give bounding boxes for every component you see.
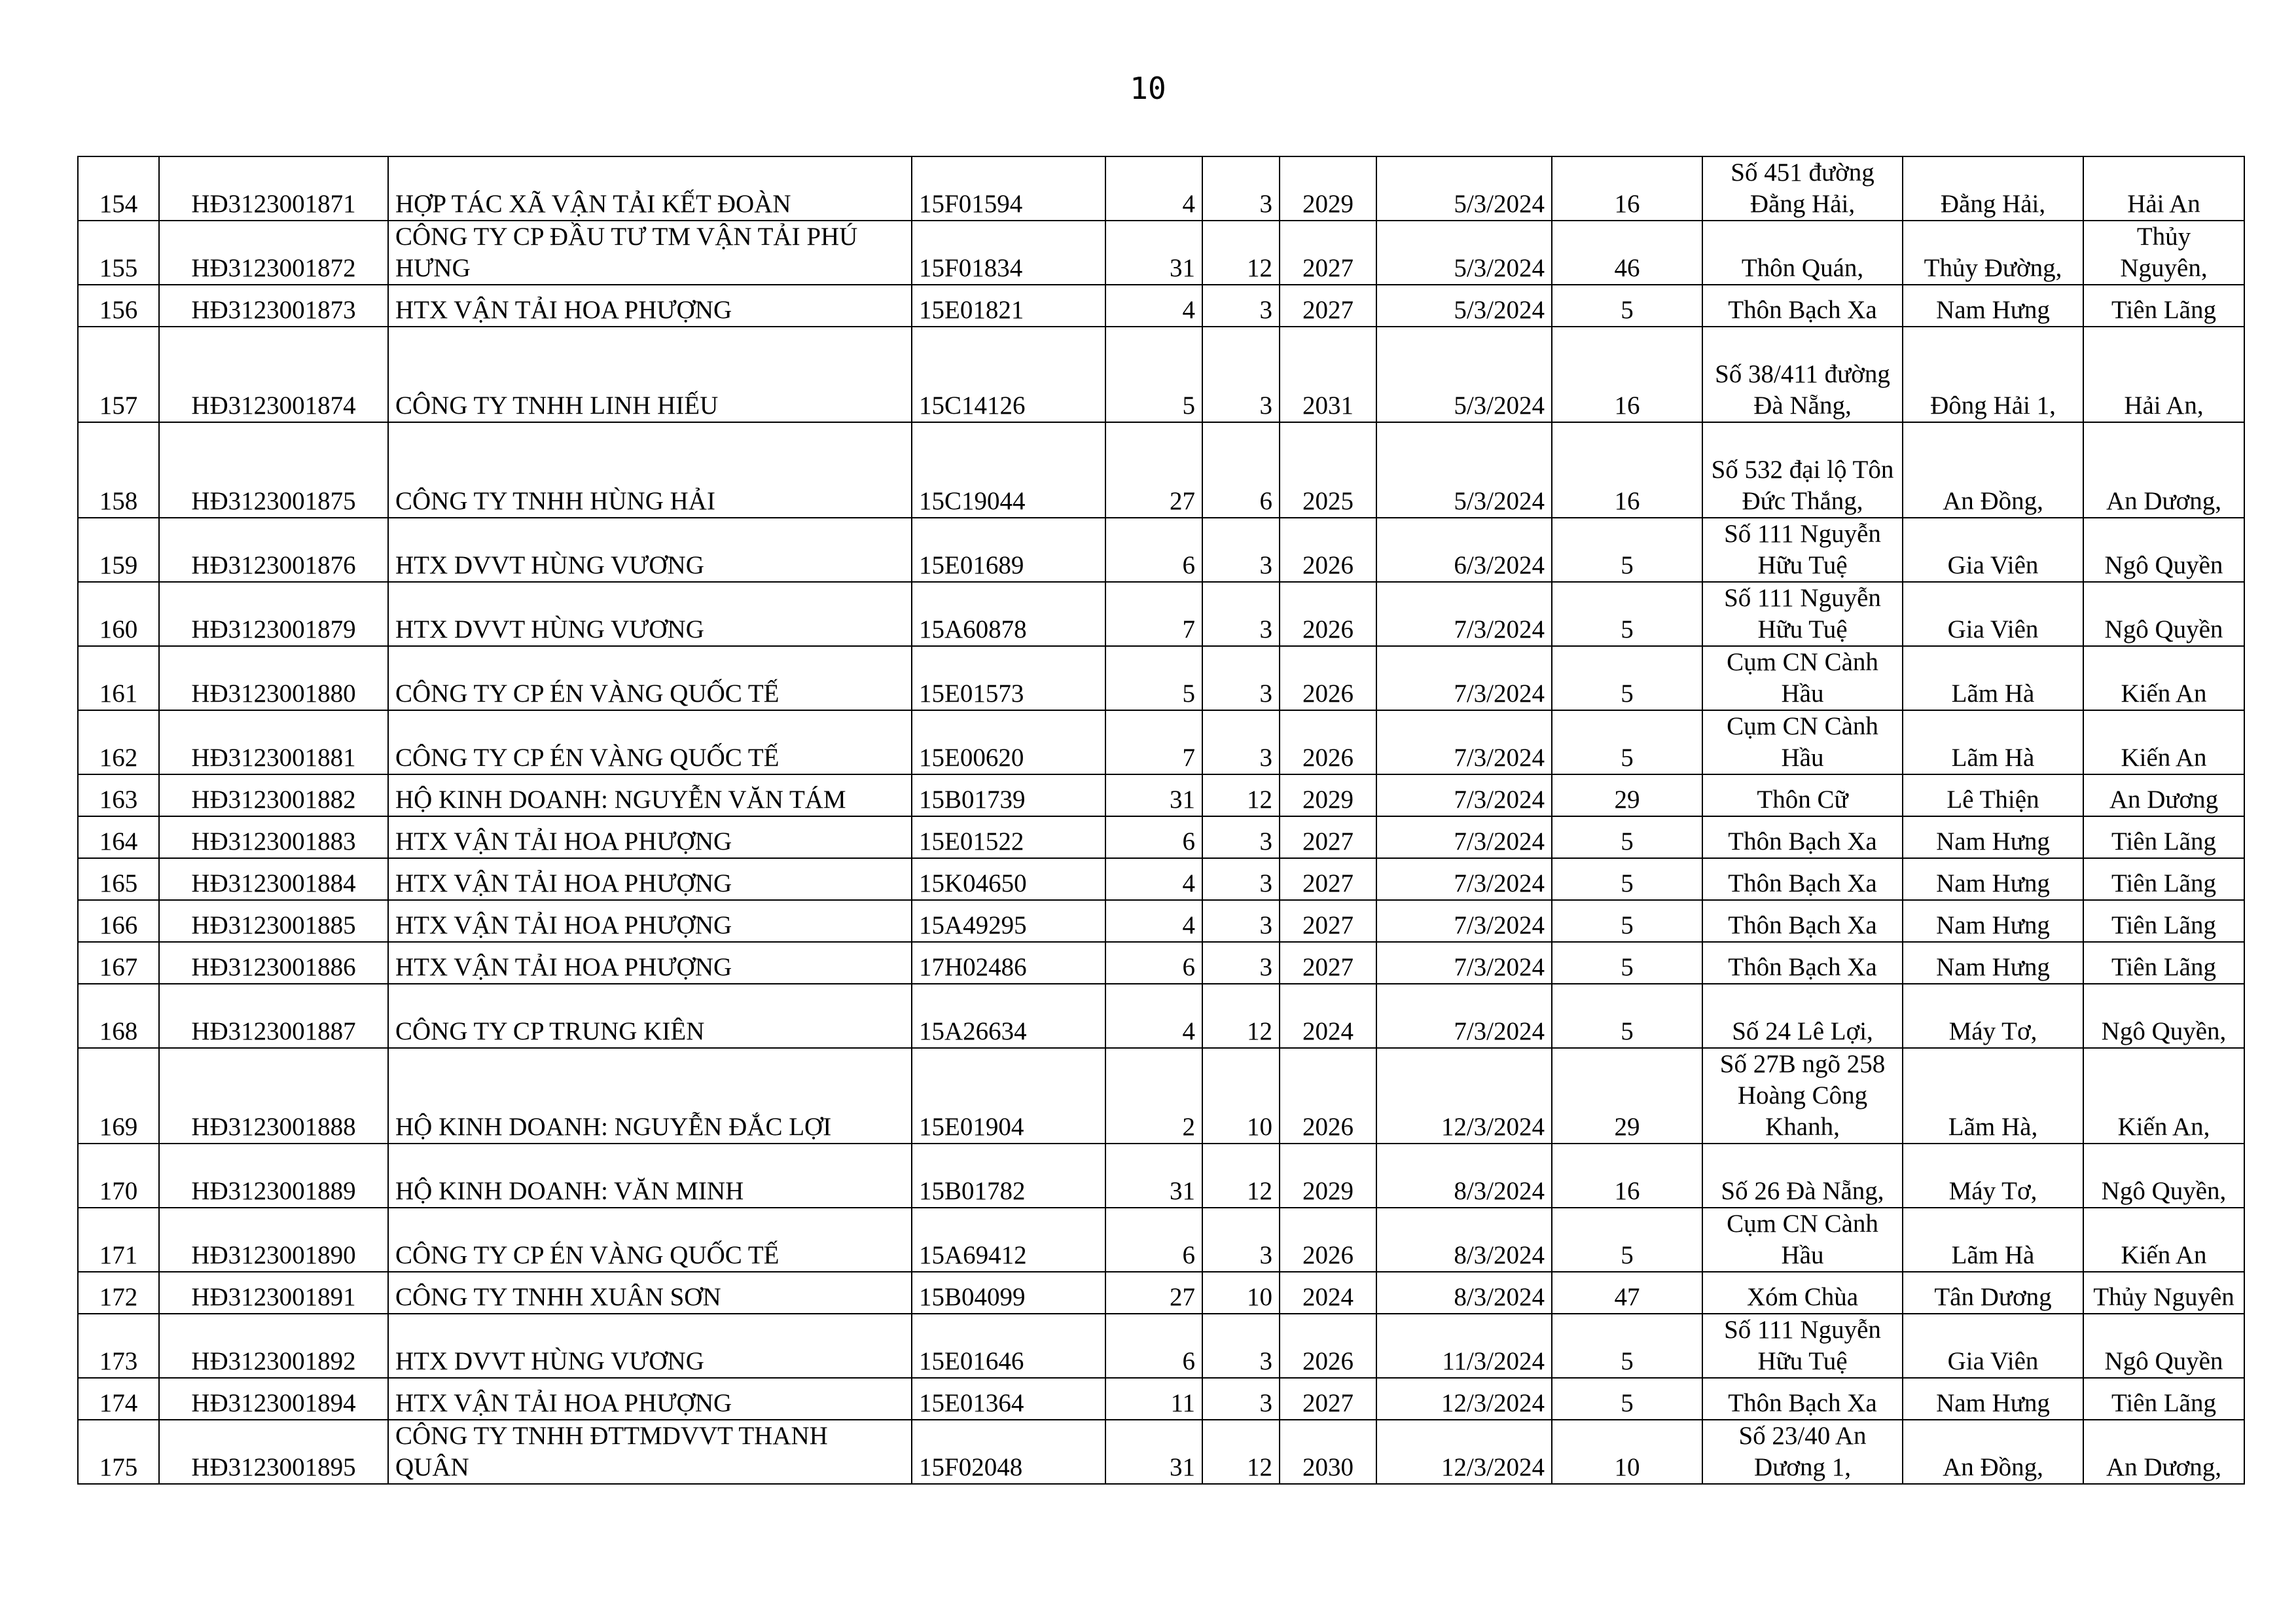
row-number-cell: 168 xyxy=(78,984,159,1048)
issue-month-cell: 3 xyxy=(1202,646,1280,710)
row-number-cell: 174 xyxy=(78,1378,159,1420)
expiry-year-cell: 2027 xyxy=(1280,816,1376,858)
contract-code-cell: HĐ3123001895 xyxy=(159,1420,388,1484)
license-plate-cell: 15C19044 xyxy=(912,422,1105,518)
issue-month-cell: 3 xyxy=(1202,710,1280,774)
expiry-year-cell: 2026 xyxy=(1280,710,1376,774)
table-row xyxy=(78,1144,2244,1208)
district-cell: Ngô Quyền, xyxy=(2083,984,2244,1048)
row-number-cell: 163 xyxy=(78,774,159,816)
row-number-cell: 175 xyxy=(78,1420,159,1484)
street-address-cell: Số 23/40 An Dương 1, xyxy=(1702,1420,1903,1484)
seat-count-cell: 46 xyxy=(1552,221,1702,285)
table-row xyxy=(78,1314,2244,1378)
contract-code-cell: HĐ3123001892 xyxy=(159,1314,388,1378)
row-number-cell: 166 xyxy=(78,900,159,942)
issue-date-cell: 8/3/2024 xyxy=(1376,1144,1552,1208)
company-name-cell: HỘ KINH DOANH: NGUYỄN ĐẮC LỢI xyxy=(388,1048,912,1144)
street-address-cell: Cụm CN Cành Hầu xyxy=(1702,646,1903,710)
issue-day-cell: 6 xyxy=(1105,518,1202,582)
expiry-year-cell: 2026 xyxy=(1280,582,1376,646)
license-plate-cell: 15A26634 xyxy=(912,984,1105,1048)
district-cell: Tiên Lãng xyxy=(2083,816,2244,858)
street-address-cell: Số 532 đại lộ Tôn Đức Thắng, xyxy=(1702,422,1903,518)
ward-cell: Nam Hưng xyxy=(1903,1378,2083,1420)
issue-month-cell: 3 xyxy=(1202,1378,1280,1420)
expiry-year-cell: 2026 xyxy=(1280,1208,1376,1272)
street-address-cell: Số 451 đường Đằng Hải, xyxy=(1702,156,1903,221)
seat-count-cell: 29 xyxy=(1552,774,1702,816)
table-row xyxy=(78,582,2244,646)
issue-day-cell: 6 xyxy=(1105,816,1202,858)
ward-cell: Gia Viên xyxy=(1903,1314,2083,1378)
issue-day-cell: 4 xyxy=(1105,900,1202,942)
issue-month-cell: 3 xyxy=(1202,327,1280,422)
contract-code-cell: HĐ3123001883 xyxy=(159,816,388,858)
issue-date-cell: 8/3/2024 xyxy=(1376,1272,1552,1314)
row-number-cell: 158 xyxy=(78,422,159,518)
district-cell: An Dương, xyxy=(2083,1420,2244,1484)
district-cell: Thủy Nguyên xyxy=(2083,1272,2244,1314)
ward-cell: Máy Tơ, xyxy=(1903,984,2083,1048)
table-row xyxy=(78,1048,2244,1144)
row-number-cell: 159 xyxy=(78,518,159,582)
contract-code-cell: HĐ3123001874 xyxy=(159,327,388,422)
issue-day-cell: 31 xyxy=(1105,221,1202,285)
expiry-year-cell: 2027 xyxy=(1280,858,1376,900)
issue-date-cell: 12/3/2024 xyxy=(1376,1420,1552,1484)
contract-code-cell: HĐ3123001879 xyxy=(159,582,388,646)
row-number-cell: 155 xyxy=(78,221,159,285)
district-cell: Hải An, xyxy=(2083,327,2244,422)
issue-month-cell: 3 xyxy=(1202,942,1280,984)
row-number-cell: 173 xyxy=(78,1314,159,1378)
ward-cell: Nam Hưng xyxy=(1903,858,2083,900)
expiry-year-cell: 2027 xyxy=(1280,1378,1376,1420)
row-number-cell: 169 xyxy=(78,1048,159,1144)
district-cell: Tiên Lãng xyxy=(2083,285,2244,327)
issue-month-cell: 3 xyxy=(1202,285,1280,327)
expiry-year-cell: 2029 xyxy=(1280,156,1376,221)
issue-month-cell: 3 xyxy=(1202,1314,1280,1378)
issue-day-cell: 6 xyxy=(1105,1314,1202,1378)
table-row xyxy=(78,156,2244,221)
issue-day-cell: 2 xyxy=(1105,1048,1202,1144)
company-name-cell: HỘ KINH DOANH: VĂN MINH xyxy=(388,1144,912,1208)
seat-count-cell: 10 xyxy=(1552,1420,1702,1484)
contract-code-cell: HĐ3123001887 xyxy=(159,984,388,1048)
table-row xyxy=(78,518,2244,582)
street-address-cell: Thôn Bạch Xa xyxy=(1702,900,1903,942)
issue-date-cell: 8/3/2024 xyxy=(1376,1208,1552,1272)
license-plate-cell: 15B01782 xyxy=(912,1144,1105,1208)
issue-day-cell: 5 xyxy=(1105,646,1202,710)
district-cell: Tiên Lãng xyxy=(2083,858,2244,900)
company-name-cell: CÔNG TY TNHH HÙNG HẢI xyxy=(388,422,912,518)
company-name-cell: HTX VẬN TẢI HOA PHƯỢNG xyxy=(388,942,912,984)
expiry-year-cell: 2027 xyxy=(1280,942,1376,984)
seat-count-cell: 5 xyxy=(1552,1208,1702,1272)
expiry-year-cell: 2024 xyxy=(1280,984,1376,1048)
expiry-year-cell: 2031 xyxy=(1280,327,1376,422)
issue-date-cell: 7/3/2024 xyxy=(1376,858,1552,900)
company-name-cell: HTX VẬN TẢI HOA PHƯỢNG xyxy=(388,1378,912,1420)
company-name-cell: HỢP TÁC XÃ VẬN TẢI KẾT ĐOÀN xyxy=(388,156,912,221)
table-row xyxy=(78,1272,2244,1314)
contract-code-cell: HĐ3123001881 xyxy=(159,710,388,774)
ward-cell: Nam Hưng xyxy=(1903,816,2083,858)
district-cell: Kiến An xyxy=(2083,646,2244,710)
license-plate-cell: 15C14126 xyxy=(912,327,1105,422)
contract-code-cell: HĐ3123001873 xyxy=(159,285,388,327)
expiry-year-cell: 2027 xyxy=(1280,285,1376,327)
district-cell: Tiên Lãng xyxy=(2083,1378,2244,1420)
issue-date-cell: 7/3/2024 xyxy=(1376,774,1552,816)
issue-month-cell: 3 xyxy=(1202,1208,1280,1272)
expiry-year-cell: 2030 xyxy=(1280,1420,1376,1484)
expiry-year-cell: 2029 xyxy=(1280,1144,1376,1208)
ward-cell: Lê Thiện xyxy=(1903,774,2083,816)
ward-cell: Tân Dương xyxy=(1903,1272,2083,1314)
issue-date-cell: 7/3/2024 xyxy=(1376,984,1552,1048)
street-address-cell: Thôn Cữ xyxy=(1702,774,1903,816)
ward-cell: Đông Hải 1, xyxy=(1903,327,2083,422)
ward-cell: Thủy Đường, xyxy=(1903,221,2083,285)
contract-code-cell: HĐ3123001885 xyxy=(159,900,388,942)
row-number-cell: 164 xyxy=(78,816,159,858)
table-row xyxy=(78,984,2244,1048)
street-address-cell: Số 24 Lê Lợi, xyxy=(1702,984,1903,1048)
seat-count-cell: 16 xyxy=(1552,327,1702,422)
registration-table xyxy=(77,156,2245,1485)
contract-code-cell: HĐ3123001875 xyxy=(159,422,388,518)
issue-date-cell: 7/3/2024 xyxy=(1376,710,1552,774)
street-address-cell: Cụm CN Cành Hầu xyxy=(1702,1208,1903,1272)
company-name-cell: HTX VẬN TẢI HOA PHƯỢNG xyxy=(388,900,912,942)
license-plate-cell: 15E01646 xyxy=(912,1314,1105,1378)
license-plate-cell: 15A69412 xyxy=(912,1208,1105,1272)
issue-date-cell: 12/3/2024 xyxy=(1376,1048,1552,1144)
contract-code-cell: HĐ3123001894 xyxy=(159,1378,388,1420)
street-address-cell: Thôn Bạch Xa xyxy=(1702,1378,1903,1420)
table-row xyxy=(78,646,2244,710)
issue-date-cell: 12/3/2024 xyxy=(1376,1378,1552,1420)
district-cell: Ngô Quyền, xyxy=(2083,1144,2244,1208)
expiry-year-cell: 2029 xyxy=(1280,774,1376,816)
seat-count-cell: 5 xyxy=(1552,1314,1702,1378)
seat-count-cell: 5 xyxy=(1552,518,1702,582)
row-number-cell: 171 xyxy=(78,1208,159,1272)
district-cell: Thủy Nguyên, xyxy=(2083,221,2244,285)
contract-code-cell: HĐ3123001876 xyxy=(159,518,388,582)
issue-day-cell: 31 xyxy=(1105,1420,1202,1484)
seat-count-cell: 5 xyxy=(1552,984,1702,1048)
street-address-cell: Thôn Bạch Xa xyxy=(1702,816,1903,858)
expiry-year-cell: 2026 xyxy=(1280,1048,1376,1144)
issue-month-cell: 12 xyxy=(1202,221,1280,285)
issue-day-cell: 31 xyxy=(1105,774,1202,816)
issue-month-cell: 10 xyxy=(1202,1272,1280,1314)
table-row xyxy=(78,285,2244,327)
issue-date-cell: 7/3/2024 xyxy=(1376,816,1552,858)
issue-month-cell: 3 xyxy=(1202,156,1280,221)
company-name-cell: CÔNG TY CP TRUNG KIÊN xyxy=(388,984,912,1048)
ward-cell: Lãm Hà xyxy=(1903,646,2083,710)
issue-month-cell: 6 xyxy=(1202,422,1280,518)
license-plate-cell: 15E01364 xyxy=(912,1378,1105,1420)
street-address-cell: Thôn Bạch Xa xyxy=(1702,858,1903,900)
ward-cell: Nam Hưng xyxy=(1903,285,2083,327)
license-plate-cell: 15E01689 xyxy=(912,518,1105,582)
license-plate-cell: 15E01573 xyxy=(912,646,1105,710)
table-row xyxy=(78,1378,2244,1420)
seat-count-cell: 5 xyxy=(1552,816,1702,858)
issue-day-cell: 4 xyxy=(1105,285,1202,327)
row-number-cell: 167 xyxy=(78,942,159,984)
license-plate-cell: 15A60878 xyxy=(912,582,1105,646)
street-address-cell: Số 27B ngõ 258 Hoàng Công Khanh, xyxy=(1702,1048,1903,1144)
seat-count-cell: 5 xyxy=(1552,285,1702,327)
table-row xyxy=(78,221,2244,285)
street-address-cell: Số 26 Đà Nẵng, xyxy=(1702,1144,1903,1208)
table-row xyxy=(78,422,2244,518)
issue-month-cell: 12 xyxy=(1202,1420,1280,1484)
seat-count-cell: 16 xyxy=(1552,1144,1702,1208)
company-name-cell: CÔNG TY CP ĐẦU TƯ TM VẬN TẢI PHÚ HƯNG xyxy=(388,221,912,285)
company-name-cell: HTX DVVT HÙNG VƯƠNG xyxy=(388,518,912,582)
contract-code-cell: HĐ3123001880 xyxy=(159,646,388,710)
issue-month-cell: 3 xyxy=(1202,518,1280,582)
street-address-cell: Xóm Chùa xyxy=(1702,1272,1903,1314)
expiry-year-cell: 2026 xyxy=(1280,646,1376,710)
license-plate-cell: 15E01904 xyxy=(912,1048,1105,1144)
seat-count-cell: 47 xyxy=(1552,1272,1702,1314)
issue-day-cell: 31 xyxy=(1105,1144,1202,1208)
issue-day-cell: 27 xyxy=(1105,1272,1202,1314)
license-plate-cell: 15F01594 xyxy=(912,156,1105,221)
ward-cell: Nam Hưng xyxy=(1903,942,2083,984)
expiry-year-cell: 2026 xyxy=(1280,1314,1376,1378)
expiry-year-cell: 2027 xyxy=(1280,900,1376,942)
issue-date-cell: 7/3/2024 xyxy=(1376,582,1552,646)
license-plate-cell: 15A49295 xyxy=(912,900,1105,942)
issue-day-cell: 6 xyxy=(1105,1208,1202,1272)
street-address-cell: Số 111 Nguyễn Hữu Tuệ xyxy=(1702,1314,1903,1378)
table-row xyxy=(78,900,2244,942)
issue-day-cell: 5 xyxy=(1105,327,1202,422)
ward-cell: An Đồng, xyxy=(1903,1420,2083,1484)
issue-date-cell: 7/3/2024 xyxy=(1376,942,1552,984)
district-cell: Hải An xyxy=(2083,156,2244,221)
issue-day-cell: 4 xyxy=(1105,984,1202,1048)
seat-count-cell: 16 xyxy=(1552,156,1702,221)
row-number-cell: 172 xyxy=(78,1272,159,1314)
seat-count-cell: 5 xyxy=(1552,582,1702,646)
row-number-cell: 157 xyxy=(78,327,159,422)
company-name-cell: HTX DVVT HÙNG VƯƠNG xyxy=(388,1314,912,1378)
contract-code-cell: HĐ3123001882 xyxy=(159,774,388,816)
seat-count-cell: 29 xyxy=(1552,1048,1702,1144)
ward-cell: Gia Viên xyxy=(1903,582,2083,646)
ward-cell: Lãm Hà, xyxy=(1903,1048,2083,1144)
row-number-cell: 156 xyxy=(78,285,159,327)
company-name-cell: HTX DVVT HÙNG VƯƠNG xyxy=(388,582,912,646)
street-address-cell: Số 111 Nguyễn Hữu Tuệ xyxy=(1702,518,1903,582)
ward-cell: Máy Tơ, xyxy=(1903,1144,2083,1208)
company-name-cell: HTX VẬN TẢI HOA PHƯỢNG xyxy=(388,816,912,858)
issue-month-cell: 3 xyxy=(1202,582,1280,646)
page-number: 10 xyxy=(1130,71,1166,106)
row-number-cell: 161 xyxy=(78,646,159,710)
row-number-cell: 165 xyxy=(78,858,159,900)
issue-date-cell: 5/3/2024 xyxy=(1376,327,1552,422)
row-number-cell: 160 xyxy=(78,582,159,646)
license-plate-cell: 15F01834 xyxy=(912,221,1105,285)
district-cell: Ngô Quyền xyxy=(2083,582,2244,646)
issue-month-cell: 3 xyxy=(1202,900,1280,942)
district-cell: An Dương, xyxy=(2083,422,2244,518)
table-row xyxy=(78,942,2244,984)
district-cell: Ngô Quyền xyxy=(2083,1314,2244,1378)
issue-month-cell: 12 xyxy=(1202,1144,1280,1208)
seat-count-cell: 5 xyxy=(1552,710,1702,774)
ward-cell: Lãm Hà xyxy=(1903,1208,2083,1272)
issue-date-cell: 5/3/2024 xyxy=(1376,285,1552,327)
contract-code-cell: HĐ3123001888 xyxy=(159,1048,388,1144)
issue-date-cell: 5/3/2024 xyxy=(1376,422,1552,518)
license-plate-cell: 15E01821 xyxy=(912,285,1105,327)
contract-code-cell: HĐ3123001872 xyxy=(159,221,388,285)
issue-day-cell: 6 xyxy=(1105,942,1202,984)
issue-month-cell: 12 xyxy=(1202,984,1280,1048)
street-address-cell: Thôn Quán, xyxy=(1702,221,1903,285)
company-name-cell: HỘ KINH DOANH: NGUYỄN VĂN TÁM xyxy=(388,774,912,816)
issue-day-cell: 27 xyxy=(1105,422,1202,518)
district-cell: An Dương xyxy=(2083,774,2244,816)
ward-cell: Gia Viên xyxy=(1903,518,2083,582)
company-name-cell: CÔNG TY CP ÉN VÀNG QUỐC TẾ xyxy=(388,646,912,710)
issue-date-cell: 5/3/2024 xyxy=(1376,221,1552,285)
issue-day-cell: 4 xyxy=(1105,156,1202,221)
issue-date-cell: 7/3/2024 xyxy=(1376,900,1552,942)
street-address-cell: Số 111 Nguyễn Hữu Tuệ xyxy=(1702,582,1903,646)
issue-day-cell: 7 xyxy=(1105,582,1202,646)
issue-month-cell: 12 xyxy=(1202,774,1280,816)
issue-day-cell: 11 xyxy=(1105,1378,1202,1420)
row-number-cell: 154 xyxy=(78,156,159,221)
table-row xyxy=(78,710,2244,774)
license-plate-cell: 17H02486 xyxy=(912,942,1105,984)
license-plate-cell: 15F02048 xyxy=(912,1420,1105,1484)
license-plate-cell: 15E00620 xyxy=(912,710,1105,774)
company-name-cell: CÔNG TY CP ÉN VÀNG QUỐC TẾ xyxy=(388,710,912,774)
table-row xyxy=(78,1420,2244,1484)
row-number-cell: 170 xyxy=(78,1144,159,1208)
contract-code-cell: HĐ3123001886 xyxy=(159,942,388,984)
issue-date-cell: 7/3/2024 xyxy=(1376,646,1552,710)
company-name-cell: CÔNG TY TNHH LINH HIẾU xyxy=(388,327,912,422)
street-address-cell: Số 38/411 đường Đà Nẵng, xyxy=(1702,327,1903,422)
company-name-cell: CÔNG TY CP ÉN VÀNG QUỐC TẾ xyxy=(388,1208,912,1272)
contract-code-cell: HĐ3123001871 xyxy=(159,156,388,221)
table-row xyxy=(78,1208,2244,1272)
seat-count-cell: 5 xyxy=(1552,942,1702,984)
issue-month-cell: 3 xyxy=(1202,858,1280,900)
table-row xyxy=(78,816,2244,858)
contract-code-cell: HĐ3123001891 xyxy=(159,1272,388,1314)
district-cell: Kiến An xyxy=(2083,710,2244,774)
company-name-cell: CÔNG TY TNHH XUÂN SƠN xyxy=(388,1272,912,1314)
seat-count-cell: 5 xyxy=(1552,858,1702,900)
issue-date-cell: 5/3/2024 xyxy=(1376,156,1552,221)
expiry-year-cell: 2026 xyxy=(1280,518,1376,582)
seat-count-cell: 5 xyxy=(1552,1378,1702,1420)
table-row xyxy=(78,774,2244,816)
street-address-cell: Thôn Bạch Xa xyxy=(1702,942,1903,984)
district-cell: Tiên Lãng xyxy=(2083,942,2244,984)
issue-month-cell: 3 xyxy=(1202,816,1280,858)
expiry-year-cell: 2024 xyxy=(1280,1272,1376,1314)
table-row xyxy=(78,327,2244,422)
district-cell: Kiến An xyxy=(2083,1208,2244,1272)
seat-count-cell: 5 xyxy=(1552,900,1702,942)
contract-code-cell: HĐ3123001889 xyxy=(159,1144,388,1208)
row-number-cell: 162 xyxy=(78,710,159,774)
license-plate-cell: 15E01522 xyxy=(912,816,1105,858)
district-cell: Tiên Lãng xyxy=(2083,900,2244,942)
issue-day-cell: 4 xyxy=(1105,858,1202,900)
ward-cell: An Đồng, xyxy=(1903,422,2083,518)
company-name-cell: HTX VẬN TẢI HOA PHƯỢNG xyxy=(388,858,912,900)
seat-count-cell: 16 xyxy=(1552,422,1702,518)
seat-count-cell: 5 xyxy=(1552,646,1702,710)
street-address-cell: Cụm CN Cành Hầu xyxy=(1702,710,1903,774)
ward-cell: Nam Hưng xyxy=(1903,900,2083,942)
issue-date-cell: 11/3/2024 xyxy=(1376,1314,1552,1378)
issue-date-cell: 6/3/2024 xyxy=(1376,518,1552,582)
ward-cell: Đằng Hải, xyxy=(1903,156,2083,221)
company-name-cell: CÔNG TY TNHH ĐTTMDVVT THANH QUÂN xyxy=(388,1420,912,1484)
district-cell: Ngô Quyền xyxy=(2083,518,2244,582)
street-address-cell: Thôn Bạch Xa xyxy=(1702,285,1903,327)
ward-cell: Lãm Hà xyxy=(1903,710,2083,774)
expiry-year-cell: 2027 xyxy=(1280,221,1376,285)
table-row xyxy=(78,858,2244,900)
company-name-cell: HTX VẬN TẢI HOA PHƯỢNG xyxy=(388,285,912,327)
expiry-year-cell: 2025 xyxy=(1280,422,1376,518)
contract-code-cell: HĐ3123001884 xyxy=(159,858,388,900)
contract-code-cell: HĐ3123001890 xyxy=(159,1208,388,1272)
issue-month-cell: 10 xyxy=(1202,1048,1280,1144)
district-cell: Kiến An, xyxy=(2083,1048,2244,1144)
license-plate-cell: 15B01739 xyxy=(912,774,1105,816)
issue-day-cell: 7 xyxy=(1105,710,1202,774)
license-plate-cell: 15K04650 xyxy=(912,858,1105,900)
license-plate-cell: 15B04099 xyxy=(912,1272,1105,1314)
